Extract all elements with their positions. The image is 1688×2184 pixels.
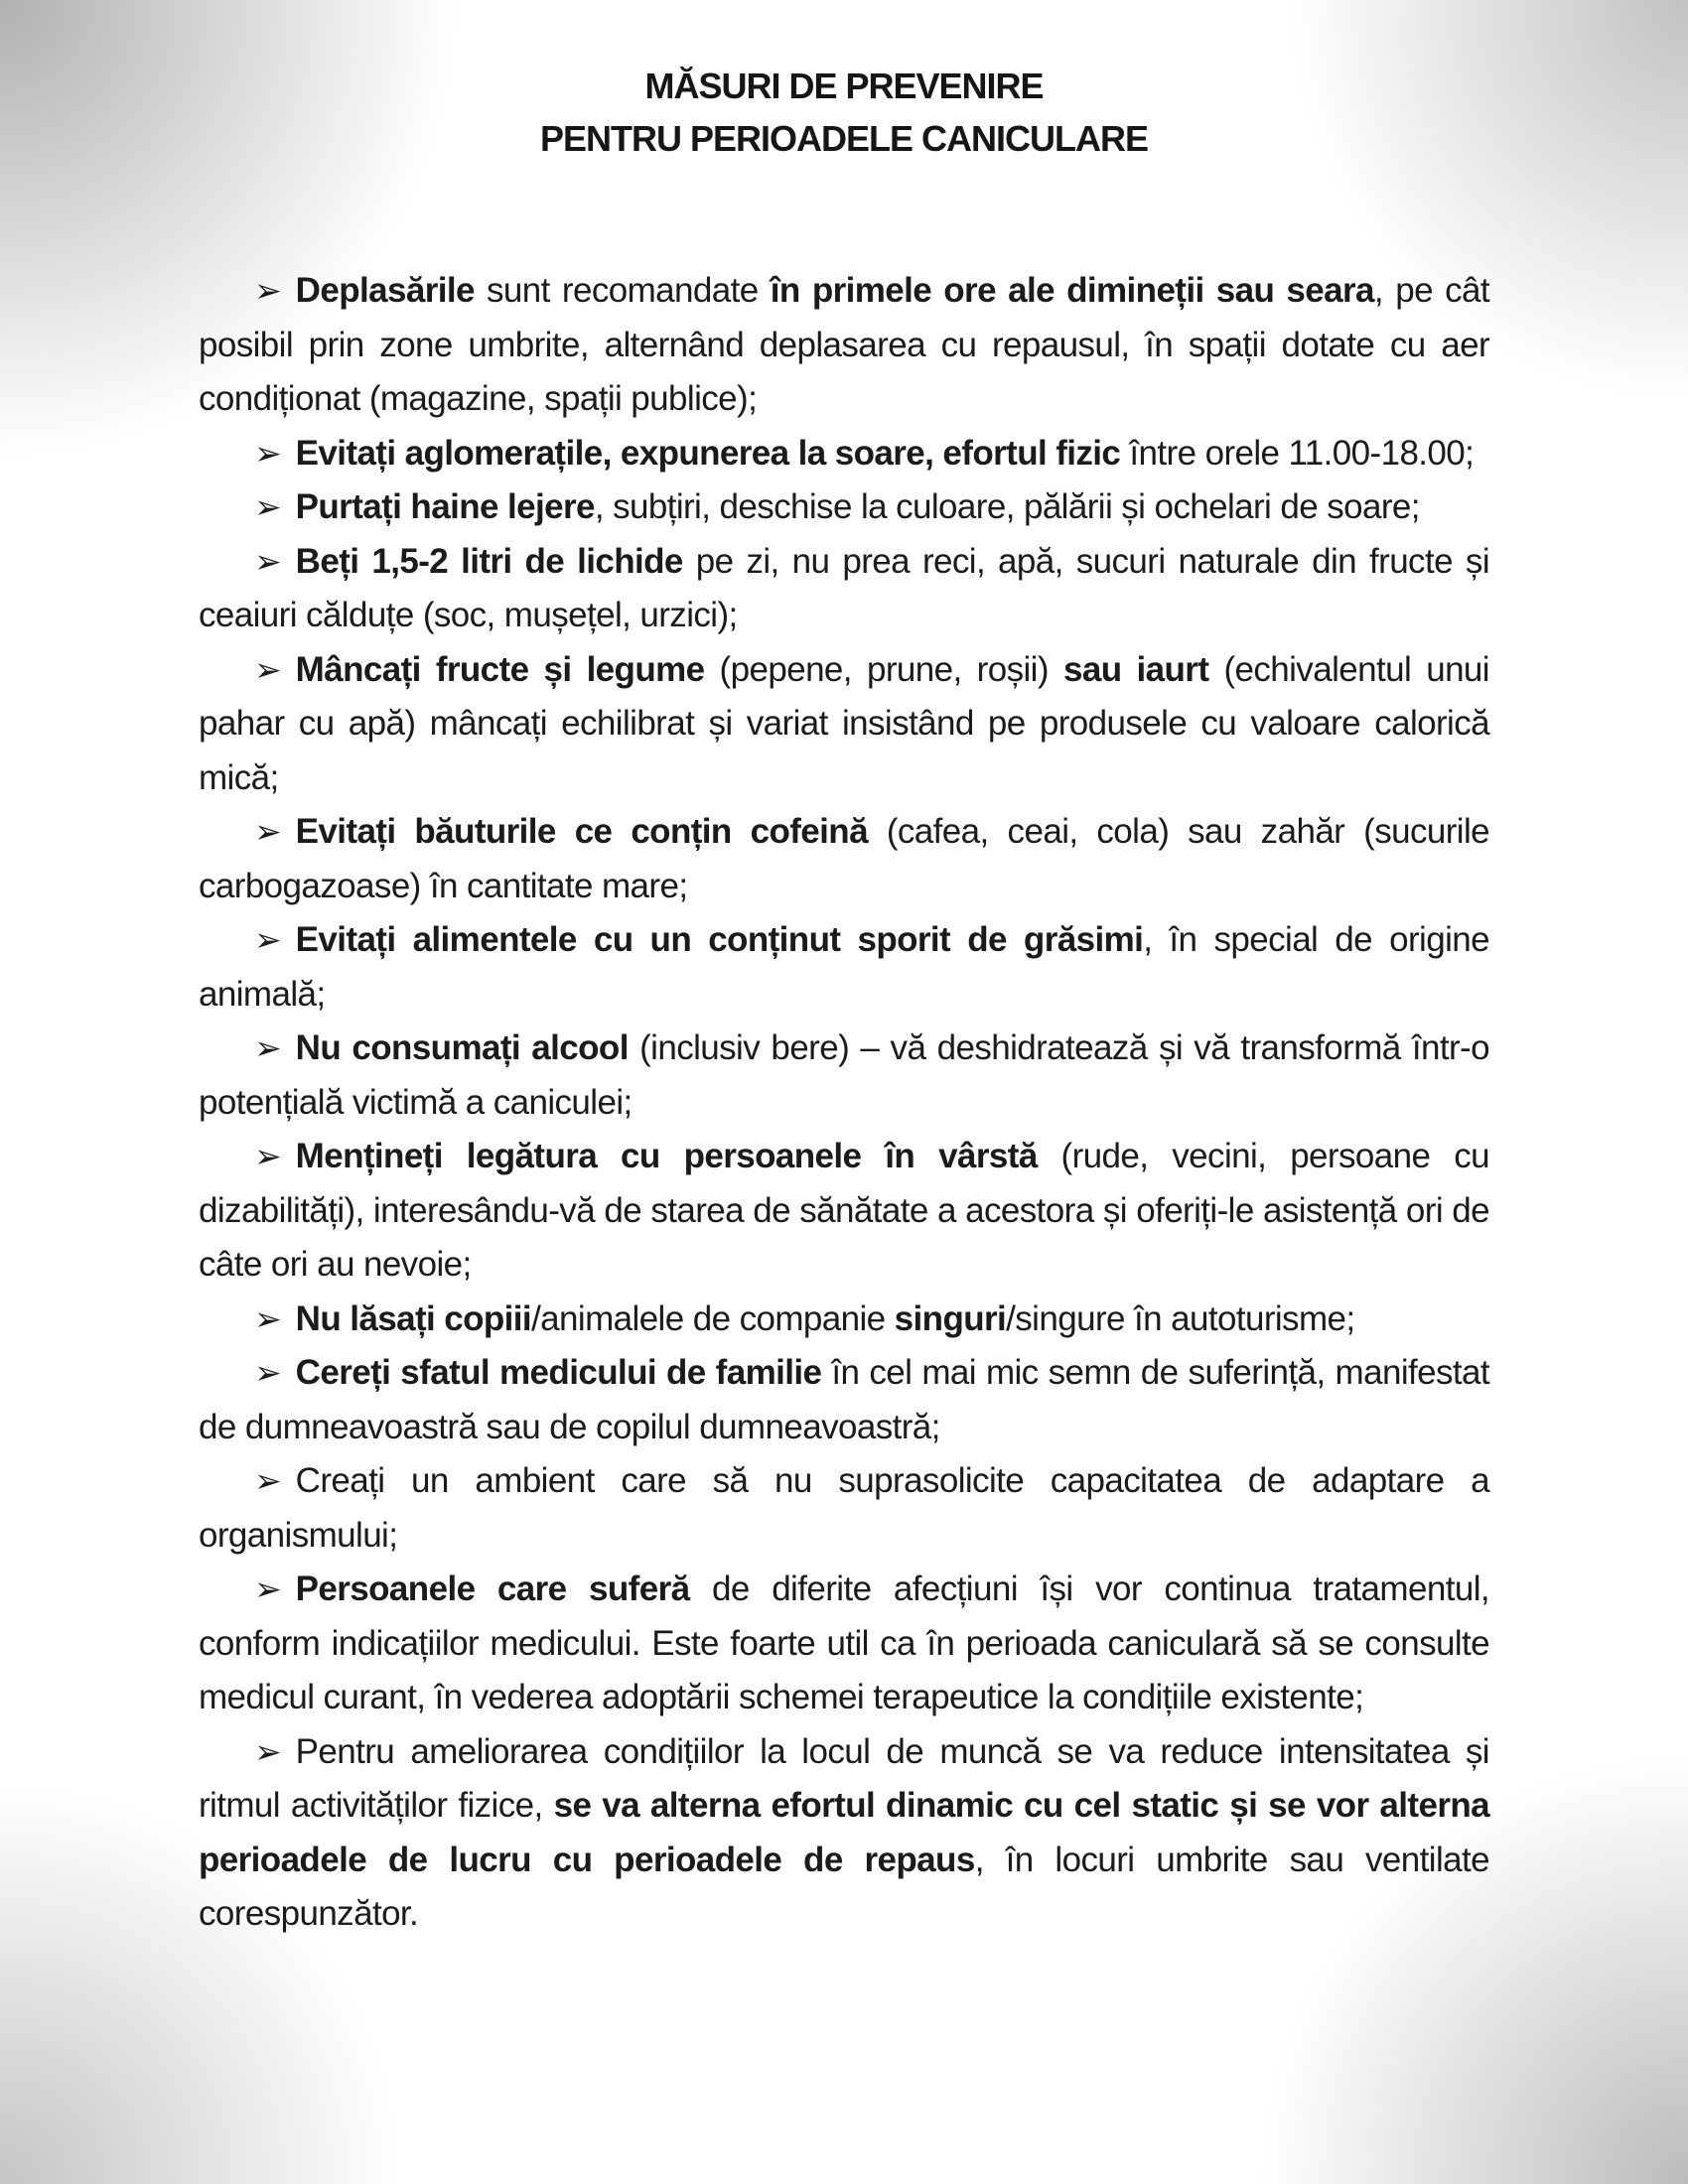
emphasis-text: Evitați băuturile ce conțin cofeină <box>295 812 868 851</box>
document-title <box>0 60 1688 165</box>
body-text: Creați un ambient care să nu suprasolicite capacitatea de adaptare a organismului; <box>199 1461 1489 1555</box>
arrow-bullet-icon: ➢ <box>254 1461 282 1500</box>
emphasis-text: Nu lăsați copiii <box>295 1298 532 1338</box>
list-item <box>199 264 1489 427</box>
list-item <box>199 1346 1489 1454</box>
list-item <box>199 1454 1489 1563</box>
emphasis-text: Beți 1,5-2 litri de lichide <box>295 541 683 581</box>
body-text: (pepene, prune, roșii) <box>704 649 1063 689</box>
emphasis-text: sau iaurt <box>1062 649 1209 689</box>
list-item <box>199 1130 1489 1293</box>
body-text: pe zi, nu prea reci, apă, sucuri naturale din fructe și ceaiuri călduțe (soc, mușețel, urzici); <box>199 541 1489 634</box>
emphasis-text: Mâncați fructe și legume <box>295 649 705 689</box>
arrow-bullet-icon: ➢ <box>254 487 282 526</box>
arrow-bullet-icon: ➢ <box>254 271 282 310</box>
emphasis-text: se va alterna efortul dinamic cu cel static și se vor alterna perioadele de lucru cu perioadele de repaus <box>199 1786 1489 1879</box>
emphasis-text: Evitați alimentele cu un conținut sporit de grăsimi <box>295 920 1144 959</box>
arrow-bullet-icon: ➢ <box>254 812 282 851</box>
list-item <box>199 480 1489 535</box>
arrow-bullet-icon: ➢ <box>254 920 282 959</box>
body-text: (inclusiv bere) – vă deshidratează și vă transformă într-o potențială victimă a caniculei; <box>199 1028 1489 1122</box>
body-text: de diferite afecțiuni își vor continua tratamentul, conform indicațiilor medicului. Este foarte util ca în perioada caniculară să se consulte medicul curant, în vederea adoptării schemei terapeutice la condițiile existente; <box>199 1570 1489 1716</box>
list-item <box>199 643 1489 806</box>
arrow-bullet-icon: ➢ <box>254 649 282 689</box>
emphasis-text: Cereți sfatul medicului de familie <box>295 1353 822 1392</box>
list-item <box>199 535 1489 643</box>
body-text: , pe cât posibil prin zone umbrite, alternând deplasarea cu repausul, în spații dotate cu aer condiționat (magazine, spații publice); <box>199 271 1489 418</box>
title-line-1: MĂSURI DE PREVENIRE <box>644 66 1044 106</box>
list-item <box>199 1725 1489 1942</box>
list-item <box>199 1022 1489 1130</box>
body-text: /singure în autoturisme; <box>1006 1298 1355 1338</box>
body-text: /animalele de companie <box>531 1298 895 1338</box>
arrow-bullet-icon: ➢ <box>254 1570 282 1608</box>
body-text: sunt recomandate <box>474 271 771 310</box>
body-text: , în special de origine animală; <box>199 920 1489 1014</box>
list-item <box>199 913 1489 1022</box>
measures-list <box>199 264 1489 1942</box>
body-text: , în locuri umbrite sau ventilate corespunzător. <box>199 1840 1489 1933</box>
body-text: între orele 11.00-18.00; <box>1120 433 1475 473</box>
title-line-2: PENTRU PERIOADELE CANICULARE <box>539 118 1149 159</box>
arrow-bullet-icon: ➢ <box>254 1298 282 1338</box>
emphasis-text: Evitați aglomerațile, expunerea la soare, efortul fizic <box>295 433 1121 473</box>
arrow-bullet-icon: ➢ <box>254 541 282 581</box>
emphasis-text: Deplasările <box>295 271 475 310</box>
arrow-bullet-icon: ➢ <box>254 433 282 473</box>
emphasis-text: Persoanele care suferă <box>295 1570 690 1608</box>
body-text: (echivalentul unui pahar cu apă) mâncați echilibrat și variat insistând pe produsele cu valoare calorică mică; <box>199 649 1489 797</box>
list-item <box>199 427 1489 481</box>
body-text: în cel mai mic semn de suferință, manifestat de dumneavoastră sau de copilul dumneavoastră; <box>199 1353 1489 1446</box>
body-text: Pentru ameliorarea condițiilor la locul de muncă se va reduce intensitatea și ritmul activităților fizice, <box>199 1731 1489 1825</box>
emphasis-text: Nu consumați alcool <box>295 1028 629 1067</box>
emphasis-text: Purtați haine lejere <box>295 487 595 526</box>
list-item <box>199 1293 1489 1347</box>
arrow-bullet-icon: ➢ <box>254 1353 282 1392</box>
arrow-bullet-icon: ➢ <box>254 1731 282 1771</box>
list-item <box>199 805 1489 913</box>
list-item <box>199 1563 1489 1725</box>
emphasis-text: Mențineți legătura cu persoanele în vârstă <box>295 1137 1038 1175</box>
body-text: , subțiri, deschise la culoare, pălării și ochelari de soare; <box>594 487 1420 526</box>
emphasis-text: în primele ore ale dimineții sau seara <box>770 271 1374 310</box>
emphasis-text: singuri <box>894 1298 1007 1338</box>
body-text: (cafea, ceai, cola) sau zahăr (sucurile carbogazoase) în cantitate mare; <box>199 812 1489 905</box>
body-text: (rude, vecini, persoane cu dizabilități), interesându-vă de starea de sănătate a acestora și oferiți-le asistență ori de câte ori au nevoie; <box>199 1137 1490 1284</box>
arrow-bullet-icon: ➢ <box>254 1137 282 1175</box>
arrow-bullet-icon: ➢ <box>254 1028 282 1067</box>
